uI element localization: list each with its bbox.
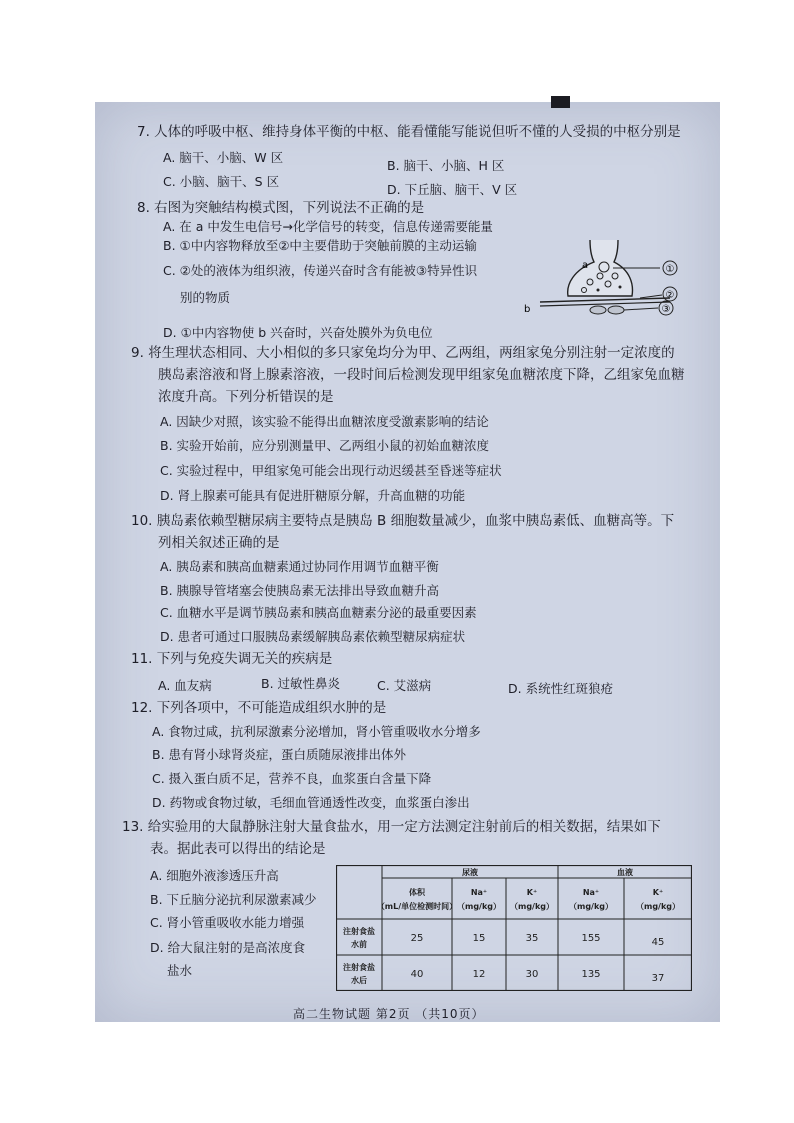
q9-option-a: A. 因缺少对照，该实验不能得出血糖浓度受激素影响的结论 xyxy=(160,414,489,429)
table-cell: 37 xyxy=(651,973,665,984)
q11-option-a: A. 血友病 xyxy=(158,678,212,693)
synapse-diagram xyxy=(520,240,690,325)
table-cell: 35 xyxy=(525,933,539,944)
label-2: ② xyxy=(665,290,675,301)
col-volume-unit: （mL/单位检测时间） xyxy=(376,902,458,911)
q7-option-c: C. 小脑、脑干、S 区 xyxy=(163,174,280,189)
q13-stem-line1: 13. 给实验用的大鼠静脉注射大量食盐水，用一定方法测定注射前后的相关数据，结果如下 xyxy=(122,819,661,835)
q12-option-d: D. 药物或食物过敏，毛细血管通透性改变，血浆蛋白渗出 xyxy=(152,795,470,810)
q12-option-c: C. 摄入蛋白质不足，营养不良，血浆蛋白含量下降 xyxy=(152,771,432,786)
table-cell: 155 xyxy=(581,933,601,944)
q13-option-b: B. 下丘脑分泌抗利尿激素减少 xyxy=(150,892,317,907)
q7-option-d: D. 下丘脑、脑干、V 区 xyxy=(387,182,518,197)
header-urine: 尿液 xyxy=(462,868,478,877)
col-urine-k: K⁺ xyxy=(526,888,538,897)
q9-stem-line1: 9. 将生理状态相同、大小相似的多只家兔均分为甲、乙两组，两组家兔分别注射一定浓度的 xyxy=(131,345,675,361)
col-urine-na-unit: （mg/kg） xyxy=(456,902,502,911)
table-cell: 135 xyxy=(581,969,601,980)
header-blood: 血液 xyxy=(617,868,633,877)
q9-option-c: C. 实验过程中，甲组家兔可能会出现行动迟缓甚至昏迷等症状 xyxy=(160,463,502,478)
q8-stem: 8. 右图为突触结构模式图，下列说法不正确的是 xyxy=(137,200,425,216)
q8-option-a: A. 在 a 中发生电信号→化学信号的转变，信息传递需要能量 xyxy=(163,219,493,234)
label-1: ① xyxy=(665,264,675,275)
q7-stem: 7. 人体的呼吸中枢、维持身体平衡的中枢、能看懂能写能说但听不懂的人受损的中枢分别是 xyxy=(137,124,681,140)
label-b: b xyxy=(524,304,531,315)
q13-option-d: D. 给大鼠注射的是高浓度食 xyxy=(150,940,306,955)
q10-option-a: A. 胰岛素和胰高血糖素通过协同作用调节血糖平衡 xyxy=(160,559,439,574)
q10-option-d: D. 患者可通过口服胰岛素缓解胰岛素依赖型糖尿病症状 xyxy=(160,629,466,644)
table-cell: 25 xyxy=(410,933,424,944)
q8-option-b: B. ①中内容物释放至②中主要借助于突触前膜的主动运输 xyxy=(163,238,477,253)
table-cell: 15 xyxy=(472,933,486,944)
binder-tab xyxy=(551,96,570,108)
q11-option-b: B. 过敏性鼻炎 xyxy=(261,676,341,691)
q8-option-c-cont: 别的物质 xyxy=(180,290,231,305)
q13-option-d-cont: 盐水 xyxy=(167,963,193,978)
q10-option-c: C. 血糖水平是调节胰岛素和胰高血糖素分泌的最重要因素 xyxy=(160,605,477,620)
q11-stem: 11. 下列与免疫失调无关的疾病是 xyxy=(131,651,333,667)
q13-stem-line2: 表。据此表可以得出的结论是 xyxy=(150,841,326,857)
q10-option-b: B. 胰腺导管堵塞会使胰岛素无法排出导致血糖升高 xyxy=(160,583,440,598)
col-urine-k-unit: （mg/kg） xyxy=(509,902,555,911)
label-3: ③ xyxy=(661,304,671,315)
page-footer: 高二生物试题 第2页 （共10页） xyxy=(293,1007,485,1021)
col-volume: 体积 xyxy=(409,888,425,897)
q9-option-b: B. 实验开始前，应分别测量甲、乙两组小鼠的初始血糖浓度 xyxy=(160,438,490,453)
q11-option-d: D. 系统性红斑狼疮 xyxy=(508,681,614,696)
q13-data-table xyxy=(336,865,692,991)
q10-stem-line1: 10. 胰岛素依赖型糖尿病主要特点是胰岛 B 细胞数量减少，血浆中胰岛素低、血糖高等。下 xyxy=(131,513,675,529)
q7-option-b: B. 脑干、小脑、H 区 xyxy=(387,158,505,173)
q8-option-d: D. ①中内容物使 b 兴奋时，兴奋处膜外为负电位 xyxy=(163,325,433,340)
q8-option-c: C. ②处的液体为组织液，传递兴奋时含有能被③特异性识 xyxy=(163,263,478,278)
q9-stem-line2: 胰岛素溶液和肾上腺素溶液，一段时间后检测发现甲组家兔血糖浓度下降，乙组家兔血糖 xyxy=(158,367,685,383)
q13-option-a: A. 细胞外液渗透压升高 xyxy=(150,868,279,883)
row-after-cont: 水后 xyxy=(351,976,367,985)
col-blood-k-unit: （mg/kg） xyxy=(635,902,681,911)
label-a: a xyxy=(582,260,589,271)
row-before: 注射食盐 xyxy=(343,927,375,936)
q9-option-d: D. 肾上腺素可能具有促进肝糖原分解，升高血糖的功能 xyxy=(160,488,466,503)
col-blood-na-unit: （mg/kg） xyxy=(568,902,614,911)
col-urine-na: Na⁺ xyxy=(470,888,488,897)
row-after: 注射食盐 xyxy=(343,963,375,972)
table-cell: 40 xyxy=(410,969,424,980)
q9-stem-line3: 浓度升高。下列分析错误的是 xyxy=(158,389,334,405)
q13-option-c: C. 肾小管重吸收水能力增强 xyxy=(150,915,305,930)
col-blood-k: K⁺ xyxy=(652,888,664,897)
table-cell: 12 xyxy=(472,969,486,980)
table-cell: 30 xyxy=(525,969,539,980)
row-before-cont: 水前 xyxy=(351,940,367,949)
q12-option-b: B. 患有肾小球肾炎症，蛋白质随尿液排出体外 xyxy=(152,747,407,762)
col-blood-na: Na⁺ xyxy=(582,888,600,897)
q12-option-a: A. 食物过咸，抗利尿激素分泌增加，肾小管重吸收水分增多 xyxy=(152,724,481,739)
q10-stem-line2: 列相关叙述正确的是 xyxy=(158,535,280,551)
q11-option-c: C. 艾滋病 xyxy=(377,678,432,693)
q12-stem: 12. 下列各项中，不可能造成组织水肿的是 xyxy=(131,700,387,716)
q7-option-a: A. 脑干、小脑、W 区 xyxy=(163,150,284,165)
table-cell: 45 xyxy=(651,937,665,948)
